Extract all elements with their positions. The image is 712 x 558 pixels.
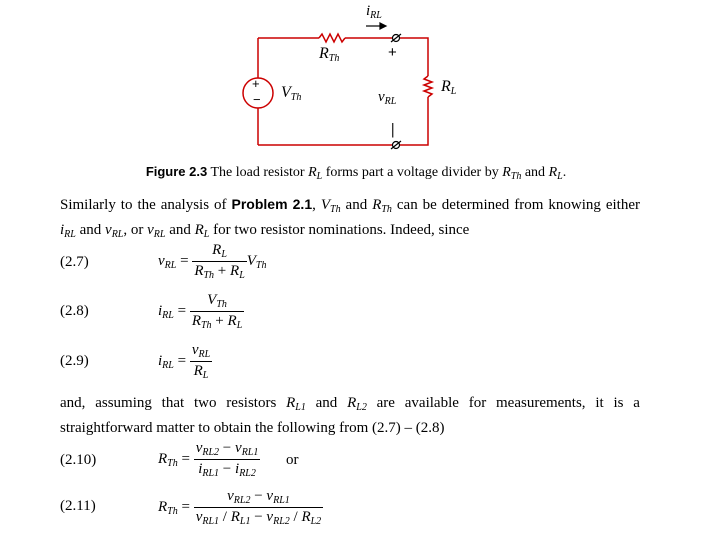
eq-2-8-number: (2.8) <box>60 303 89 319</box>
rl-label: $R_L$ <box>441 78 457 97</box>
paragraph-1: Similarly to the analysis of Problem 2.1, $V_{Th}$ and $R_{Th}$ can be determined from knowing either $i_{RL}$ and $v_{RL}$, or $v_{RL}$ and $R_L$ for two resistor nominations. Indeed, since <box>60 196 641 240</box>
source-plus-label: + <box>252 76 260 91</box>
eq-2-10-number: (2.10) <box>60 452 97 468</box>
rl-resistor <box>424 76 432 97</box>
wire-right-bottom <box>400 97 428 145</box>
terminal-minus-label: | <box>391 121 395 138</box>
eq-2-8: $i_{RL}$ = $\frac{V_{Th}}{R_{Th} + R_L}$ <box>158 292 243 331</box>
eq-2-9: $i_{RL}$ = $\frac{v_{RL}}{R_L}$ <box>158 342 211 381</box>
eq-2-11: $R_{Th}$ = $\frac{v_{RL2} - v_{RL1}}{v_{RL1} / R_{L1} - v_{RL2} / R_{L2}}$ <box>158 488 322 527</box>
eq-2-9-number: (2.9) <box>60 353 89 369</box>
eq-2-10: $R_{Th}$ = $\frac{v_{RL2} - v_{RL1}}{i_{RL1} - i_{RL2}}$ <box>158 440 259 479</box>
eq-2-7-number: (2.7) <box>60 254 89 270</box>
eq-2-11-number: (2.11) <box>60 498 96 514</box>
rth-resistor <box>319 34 345 42</box>
paragraph-2: and, assuming that two resistors $R_{L1}$ and $R_{L2}$ are available for measurements, it is a straightforward matter to obtain the following from (2.7) – (2.8) <box>60 395 640 436</box>
current-arrow-icon <box>366 23 386 29</box>
circuit-diagram <box>0 0 712 160</box>
current-label: $i_{RL}$ <box>366 3 382 21</box>
rth-label: $R_{Th}$ <box>319 45 340 64</box>
terminal-plus-label: + <box>388 44 397 61</box>
figure-caption: Figure 2.3 The load resistor $R_L$ forms part a voltage divider by $R_{Th}$ and $R_L$. <box>145 164 567 182</box>
vrl-label: $v_{RL}$ <box>378 89 397 107</box>
eq-2-7: $v_{RL}$ = $\frac{R_L}{R_{Th} + R_L}$ $V_{Th}$ <box>158 242 267 281</box>
or-text: or <box>286 452 299 468</box>
source-minus-label: − <box>253 92 261 107</box>
vth-label: $V_{Th}$ <box>281 84 302 103</box>
wire-right-top <box>400 38 428 76</box>
